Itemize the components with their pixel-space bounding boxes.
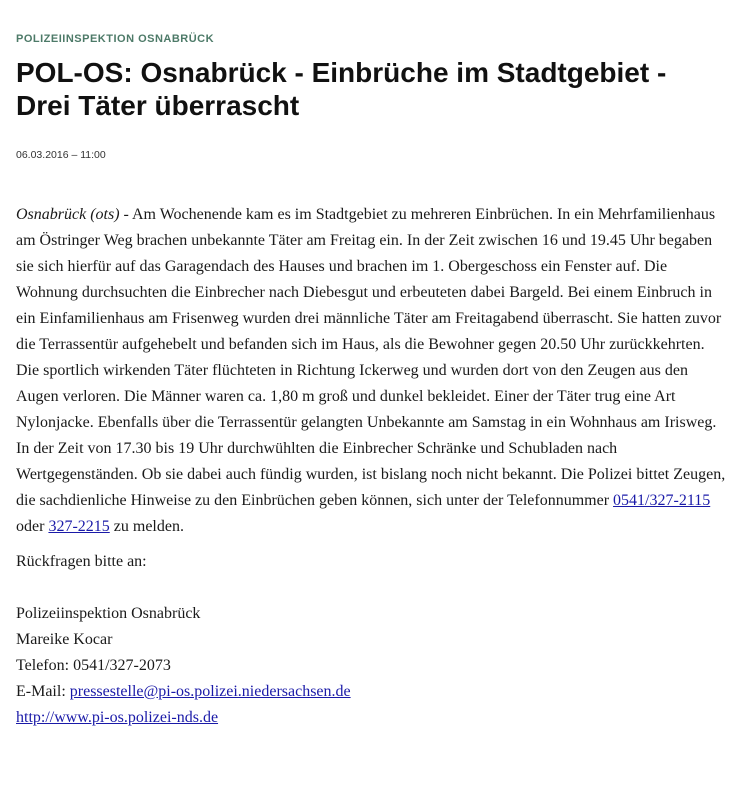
article-page: [16, 0, 728, 731]
contact-org: Polizeiinspektion Osnabrück: [16, 605, 201, 622]
body-paragraph: [16, 202, 728, 540]
article-title-line-2: Drei Täter überrascht: [16, 90, 300, 121]
publish-date: 06.03.2016 – 11:00: [16, 149, 106, 161]
article-body: [16, 202, 728, 731]
contact-email-label: E-Mail:: [16, 683, 70, 700]
contact-phone: 0541/327-2073: [73, 657, 171, 674]
dateline-location: Osnabrück (ots): [16, 206, 120, 223]
contact-email-line: [16, 679, 728, 705]
phone-link-2[interactable]: 327-2215: [48, 518, 110, 535]
phone-link-1[interactable]: 0541/327-2115: [613, 492, 711, 509]
source-kicker: POLIZEIINSPEKTION OSNABRÜCK: [16, 33, 215, 45]
article-title-line-1: POL-OS: Osnabrück - Einbrüche im Stadtgebiet -: [16, 57, 667, 88]
contact-phone-label: Telefon:: [16, 657, 74, 674]
spacer: [16, 575, 728, 601]
body-text-part-2: oder: [16, 518, 49, 535]
contact-phone-line: [16, 653, 728, 679]
body-text-part-3: zu melden.: [109, 518, 184, 535]
body-text-part-1: - Am Wochenende kam es im Stadtgebiet zu mehreren Einbrüchen. In ein Mehrfamilienhaus am Östringer Weg brachen unbekannte Täter am Freitag ein. In der Zeit zwischen 16 und 19.45 Uhr begaben sie sich hierfür auf das Garagendach des Hauses und brachen im 1. Obergeschoss ein Fenster auf. Die Wohnung durchsuchten die Einbrecher nach Diebesgut und erbeuteten dabei Bargeld. Bei einem Einbruch in ein Einfamilienhaus am Frisenweg wurden drei männliche Täter am Freitagabend überrascht. Sie hatten zuvor die Terrassentür aufgehebelt und befanden sich im Haus, als die Bewohner gegen 20.50 Uhr zurückkehrten. Die sportlich wirkenden Täter flüchteten in Richtung Ickerweg und wurden dort von den Zeugen aus den Augen verloren. Die Männer waren ca. 1,80 m groß und dunkel bekleidet. Einer der Täter trug eine Art Nylonjacke. Ebenfalls über die Terrassentür gelangten Unbekannte am Samstag in ein Wohnhaus am Irisweg. In der Zeit von 17.30 bis 19 Uhr durchwühlten die Einbrecher Schränke und Schubladen nach Wertgegenständen. Ob sie dabei auch fündig wurden, ist bislang noch nicht bekannt. Die Polizei bittet Zeugen, die sachdienliche Hinweise zu den Einbrüchen geben können, sich unter der Telefonnummer: [16, 206, 726, 509]
contact-website-link[interactable]: http://www.pi-os.polizei-nds.de: [16, 709, 219, 726]
contact-intro: Rückfragen bitte an:: [16, 553, 147, 570]
spacer: [16, 540, 728, 549]
contact-email-link[interactable]: pressestelle@pi-os.polizei.niedersachsen.de: [69, 683, 351, 700]
contact-website-line: [16, 705, 728, 731]
article-title: [16, 56, 728, 122]
contact-person: Mareike Kocar: [16, 631, 113, 648]
